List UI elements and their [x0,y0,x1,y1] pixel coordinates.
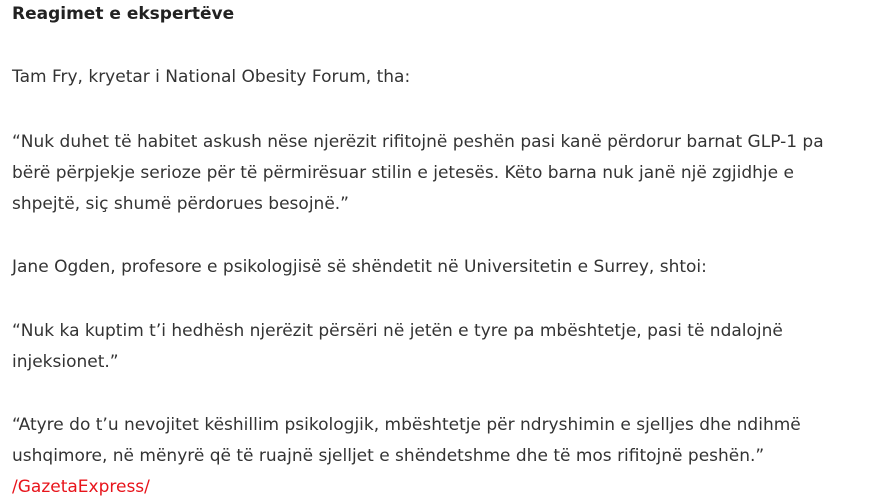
paragraph-intro-jane-ogden: Jane Ogden, profesore e psikologjisë së shëndetit në Universitetin e Surrey, shtoi: [12,257,707,277]
paragraph-quote-text: “Atyre do t’u nevojitet këshillim psikologjik, mbështetje për ndryshimin e sjelljes dhe ndihmë ushqimore, në mënyrë që të ruajnë sjelljet e shëndetshme dhe të mos rifitojnë peshën.” [12,415,801,466]
source-link[interactable]: /GazetaExpress/ [12,477,150,497]
paragraph-quote-jane-ogden-2 [12,410,862,503]
section-heading: Reagimet e ekspertëve [12,4,235,24]
paragraph-quote-tam-fry: “Nuk duhet të habitet askush nëse njerëzit rifitojnë peshën pasi kanë përdorur barnat GLP-1 pa bërë përpjekje serioze për të përmirësuar stilin e jetesës. Këto barna nuk janë një zgjidhje e shpejtë, siç shumë përdorues besojnë.” [12,132,824,214]
paragraph-intro-tam-fry: Tam Fry, kryetar i National Obesity Forum, tha: [12,67,411,87]
paragraph-quote-jane-ogden-1: “Nuk ka kuptim t’i hedhësh njerëzit përsëri në jetën e tyre pa mbështetje, pasi të ndalojnë injeksionet.” [12,321,783,372]
